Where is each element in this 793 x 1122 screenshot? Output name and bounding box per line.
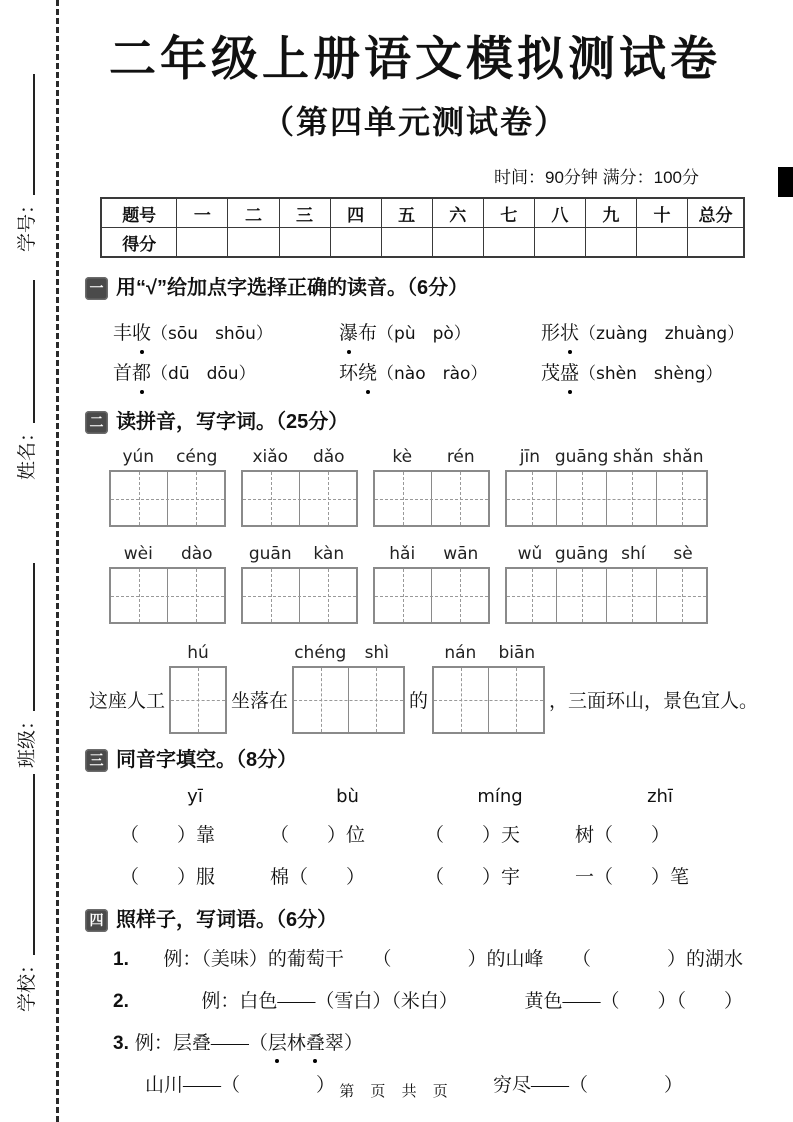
write-box-group — [432, 642, 545, 734]
dotted-character: 层 — [268, 1030, 287, 1057]
section3-pinyin-row — [85, 786, 745, 808]
tianzige-box — [373, 470, 490, 527]
pinyin-syllable: dǎo — [312, 447, 345, 467]
page-subtitle: （第四单元测试卷） — [261, 104, 568, 140]
line-number: 3. — [113, 1033, 129, 1054]
pattern-text: 黄色——（ ）（ ） — [524, 991, 743, 1012]
sentence-text: 这座人工 — [89, 691, 166, 712]
pinyin-label — [373, 543, 490, 567]
section4-number-badge: 四 — [85, 909, 108, 932]
score-empty-cell — [177, 228, 228, 258]
pinyin-label — [109, 446, 226, 470]
paper-content — [85, 0, 759, 1099]
pinyin-syllable: wèi — [123, 544, 153, 564]
write-box-group — [373, 543, 490, 624]
pattern-text: ） — [343, 1033, 363, 1054]
pinyin-syllable: wān — [443, 544, 479, 564]
section1-title: 用“√”给加点字选择正确的读音。（6分） — [116, 277, 469, 299]
write-box-group — [373, 446, 490, 527]
pronunciation-item — [541, 360, 745, 388]
homophone-blank: （ ）天 — [425, 825, 521, 846]
pinyin-syllable: yún — [122, 447, 155, 467]
pronunciation-item — [541, 320, 745, 348]
section1-number-badge: 一 — [85, 277, 108, 300]
score-table-header-cell: 五 — [381, 198, 432, 228]
score-table-header-cell: 十 — [636, 198, 687, 228]
write-box-group — [109, 446, 226, 527]
write-box-group — [241, 543, 358, 624]
section2-box-row-1 — [85, 446, 745, 527]
pinyin-options: （nào rào） — [377, 364, 488, 384]
tianzige-cell — [375, 472, 432, 525]
score-table-header-cell: 二 — [228, 198, 279, 228]
pattern-text: 例：层叠——（ — [134, 1033, 268, 1054]
section4-lines — [85, 946, 745, 1099]
tianzige-cell — [507, 569, 557, 622]
pattern-text: 山川——（ ） — [145, 1075, 336, 1096]
tianzige-box — [109, 470, 226, 527]
homophone-blank: 树（ ） — [575, 825, 671, 846]
tianzige-cell — [349, 668, 403, 732]
score-table-header-cell: 三 — [279, 198, 330, 228]
homophone-blank: （ ）靠 — [120, 825, 216, 846]
character: 环 — [339, 363, 359, 384]
homophone-pinyin: yī — [187, 786, 203, 807]
tianzige-cell — [111, 472, 168, 525]
tianzige-box — [432, 666, 545, 734]
write-box-group — [169, 642, 227, 734]
page-footer: 第 页 共 页 — [339, 1083, 454, 1100]
pinyin-syllable: nán — [444, 643, 477, 663]
pattern-text: （ ）的湖水 — [571, 949, 743, 970]
section2-sentence — [85, 642, 759, 734]
margin-label-text: 学校： — [17, 954, 38, 1012]
scan-artifact-mark — [778, 167, 793, 197]
tianzige-cell — [657, 569, 706, 622]
word-pattern-line — [85, 988, 745, 1015]
score-empty-cell — [636, 228, 687, 258]
margin-label-item — [13, 74, 39, 252]
tianzige-cell — [168, 569, 224, 622]
tianzige-cell — [171, 668, 225, 732]
character: 翠 — [324, 1033, 344, 1054]
pronunciation-row — [113, 360, 745, 388]
tianzige-box — [373, 567, 490, 624]
tianzige-cell — [607, 472, 657, 525]
pinyin-options: （sōu shōu） — [151, 324, 273, 344]
dotted-character: 收 — [132, 320, 151, 348]
pinyin-syllable: shí — [621, 544, 646, 564]
score-empty-cell — [279, 228, 330, 258]
pattern-text: 穷尽——（ ） — [492, 1075, 683, 1096]
tianzige-box — [241, 567, 358, 624]
margin-fill-line — [33, 774, 35, 955]
pronunciation-item — [339, 360, 541, 388]
dotted-character: 瀑 — [339, 320, 358, 348]
pinyin-syllable: wǔ — [517, 544, 543, 564]
section1-items — [85, 320, 745, 388]
pinyin-label — [169, 642, 227, 666]
score-empty-cell — [688, 228, 745, 258]
tianzige-box — [169, 666, 227, 734]
score-table-corner-cell: 题号 — [101, 198, 177, 228]
section3-title: 同音字填空。（8分） — [116, 749, 298, 771]
pinyin-syllable: hú — [187, 643, 209, 663]
tianzige-cell — [657, 472, 706, 525]
tianzige-box — [505, 470, 708, 527]
score-empty-cell — [330, 228, 381, 258]
tianzige-cell — [607, 569, 657, 622]
score-table-header-cell: 六 — [432, 198, 483, 228]
margin-dashed-line — [56, 0, 59, 1122]
pinyin-syllable: kàn — [313, 544, 345, 564]
margin-label-item — [13, 563, 39, 768]
score-table-header-cell: 四 — [330, 198, 381, 228]
tianzige-cell — [507, 472, 557, 525]
margin-fill-line — [33, 563, 35, 711]
pinyin-options: （shèn shèng） — [579, 364, 723, 384]
dotted-character: 盛 — [560, 360, 579, 388]
word-pattern-line — [85, 1030, 745, 1057]
pinyin-options: （zuàng zhuàng） — [579, 324, 745, 344]
score-empty-cell — [432, 228, 483, 258]
character: 林 — [286, 1033, 306, 1054]
score-table-header-row — [101, 198, 744, 228]
pronunciation-row — [113, 320, 745, 348]
tianzige-cell — [168, 472, 224, 525]
dotted-character: 都 — [132, 360, 151, 388]
tianzige-cell — [111, 569, 168, 622]
homophone-blank: （ ）宇 — [425, 867, 521, 888]
write-box-group — [241, 446, 358, 527]
margin-fill-line — [33, 74, 35, 195]
score-empty-cell — [381, 228, 432, 258]
sentence-text: ，三面环山，景色宜人。 — [549, 691, 759, 712]
sentence-text: 坐落在 — [231, 691, 289, 712]
character: 茂 — [541, 363, 561, 384]
pattern-text: 例：（美味）的葡萄干 — [163, 949, 344, 970]
pinyin-label — [292, 642, 405, 666]
section4-header — [85, 906, 745, 934]
tianzige-box — [292, 666, 405, 734]
score-table-header-cell: 九 — [585, 198, 636, 228]
pinyin-syllable: jīn — [519, 447, 541, 467]
write-box-group — [292, 642, 405, 734]
pinyin-syllable: guāng — [554, 447, 609, 467]
pattern-text: （ ）的山峰 — [372, 949, 544, 970]
pinyin-syllable: shǎn — [662, 447, 704, 467]
tianzige-cell — [489, 668, 543, 732]
write-box-group — [505, 543, 708, 624]
character: 首 — [113, 363, 133, 384]
score-table-header-cell: 总分 — [688, 198, 745, 228]
pinyin-syllable: shǎn — [612, 447, 654, 467]
score-table-header-cell: 一 — [177, 198, 228, 228]
pinyin-syllable: sè — [673, 544, 693, 564]
pinyin-label — [505, 446, 708, 470]
tianzige-cell — [432, 569, 488, 622]
pinyin-options: （dū dōu） — [151, 364, 256, 384]
section3-rows — [85, 822, 745, 892]
pinyin-syllable: kè — [392, 447, 413, 467]
pinyin-syllable: hǎi — [389, 544, 416, 564]
homophone-blank: （ ）服 — [120, 867, 216, 888]
pinyin-syllable: biān — [498, 643, 536, 663]
pinyin-label — [432, 642, 545, 666]
pinyin-syllable: céng — [176, 447, 218, 467]
pinyin-label — [241, 446, 358, 470]
margin-label-text: 姓名： — [17, 422, 38, 480]
section4-title: 照样子，写词语。（6分） — [116, 909, 338, 931]
pinyin-options: （pù pò） — [377, 324, 471, 344]
section2-number-badge: 二 — [85, 411, 108, 434]
tianzige-cell — [557, 472, 607, 525]
tianzige-cell — [300, 569, 356, 622]
tianzige-box — [109, 567, 226, 624]
pinyin-syllable: xiǎo — [252, 447, 289, 467]
section3-number-badge: 三 — [85, 749, 108, 772]
tianzige-cell — [300, 472, 356, 525]
score-table-header-cell: 七 — [483, 198, 534, 228]
pinyin-syllable: guāng — [554, 544, 609, 564]
tianzige-cell — [243, 569, 300, 622]
margin-label-text: 学号： — [17, 194, 38, 252]
tianzige-cell — [557, 569, 607, 622]
pinyin-label — [505, 543, 708, 567]
write-box-group — [505, 446, 708, 527]
homophone-pinyin: zhī — [647, 786, 673, 807]
tianzige-cell — [243, 472, 300, 525]
margin-label-text: 班级： — [17, 710, 38, 768]
tianzige-cell — [432, 472, 488, 525]
margin-fill-line — [33, 280, 35, 423]
margin-label-item — [13, 280, 39, 480]
word-pattern-line — [85, 946, 745, 973]
pinyin-syllable: dào — [180, 544, 213, 564]
section3-header — [85, 746, 745, 774]
dotted-character: 叠 — [306, 1030, 325, 1057]
pinyin-syllable: guān — [248, 544, 292, 564]
homophone-row — [85, 822, 745, 850]
score-table-score-row — [101, 228, 744, 258]
tianzige-box — [505, 567, 708, 624]
tianzige-cell — [294, 668, 349, 732]
homophone-row — [85, 864, 745, 892]
homophone-blank: 一（ ）笔 — [575, 867, 690, 888]
page-title: 二年级上册语文模拟测试卷 — [109, 32, 721, 85]
score-empty-cell — [585, 228, 636, 258]
homophone-pinyin: bù — [336, 786, 359, 807]
line-number: 2. — [113, 991, 129, 1012]
pattern-dotted-word — [268, 1030, 344, 1057]
character: 丰 — [113, 323, 133, 344]
dotted-character: 绕 — [358, 360, 377, 388]
section2-title: 读拼音，写字词。（25分） — [116, 411, 349, 433]
pinyin-label — [373, 446, 490, 470]
tianzige-box — [241, 470, 358, 527]
tianzige-cell — [375, 569, 432, 622]
tianzige-cell — [434, 668, 489, 732]
score-table — [100, 197, 745, 258]
pinyin-syllable: shì — [364, 643, 389, 663]
homophone-blank: （ ）位 — [270, 825, 366, 846]
pronunciation-item — [339, 320, 541, 348]
pinyin-syllable: chéng — [294, 643, 347, 663]
dotted-character: 状 — [560, 320, 579, 348]
character: 布 — [358, 323, 378, 344]
score-row-label: 得分 — [101, 228, 177, 258]
pronunciation-item — [113, 360, 339, 388]
sentence-text: 的 — [409, 691, 429, 712]
line-number: 1. — [113, 949, 129, 970]
write-box-group — [109, 543, 226, 624]
section2-box-row-2 — [85, 543, 745, 624]
pinyin-label — [241, 543, 358, 567]
character: 形 — [541, 323, 561, 344]
score-table-header-cell: 八 — [534, 198, 585, 228]
section1-header — [85, 274, 745, 302]
pinyin-label — [109, 543, 226, 567]
margin-label-item — [13, 774, 39, 1012]
score-empty-cell — [483, 228, 534, 258]
section2-header — [85, 408, 745, 436]
pattern-text: 例：白色——（雪白）（米白） — [201, 991, 458, 1012]
exam-info: 时间：90分钟 满分：100分 — [494, 168, 699, 187]
score-empty-cell — [534, 228, 585, 258]
pronunciation-item — [113, 320, 339, 348]
homophone-pinyin: míng — [477, 786, 523, 807]
homophone-blank: 棉（ ） — [270, 867, 366, 888]
score-empty-cell — [228, 228, 279, 258]
pinyin-syllable: rén — [446, 447, 475, 467]
